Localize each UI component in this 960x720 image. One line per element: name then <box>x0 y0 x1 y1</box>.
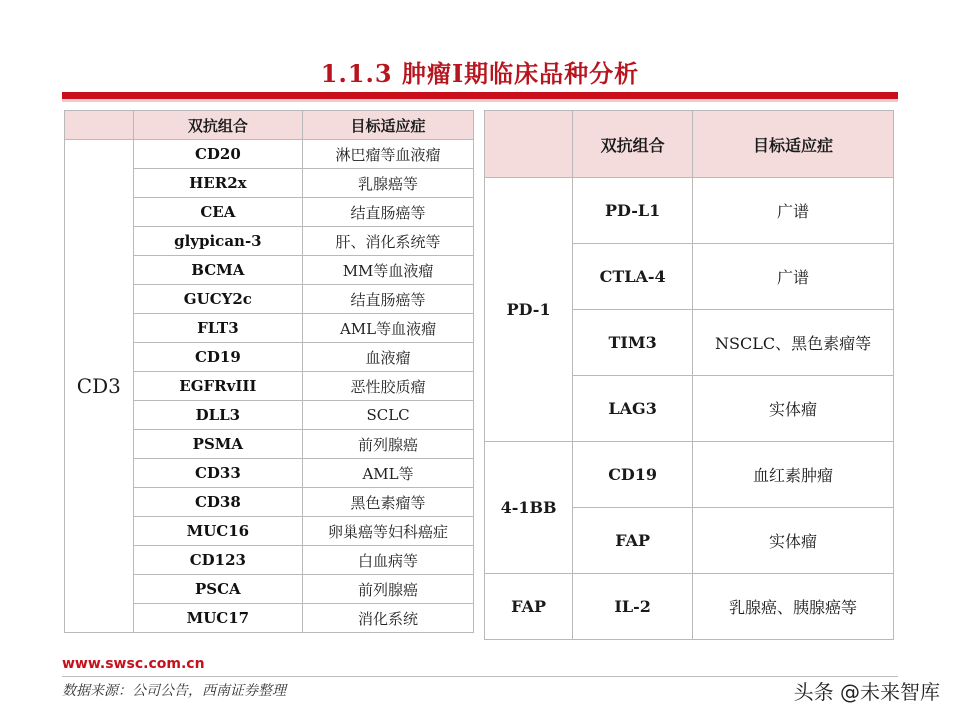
indication-cell: 淋巴瘤等血液瘤 <box>303 140 474 169</box>
table-header-row <box>485 111 894 178</box>
indication-cell: MM等血液瘤 <box>303 256 474 285</box>
target-cell: CD19 <box>133 343 302 372</box>
indication-cell: 结直肠癌等 <box>303 285 474 314</box>
header-cell-empty <box>485 111 573 178</box>
data-source-note: 数据来源：公司公告，西南证券整理 <box>62 683 286 699</box>
target-cell: DLL3 <box>133 401 302 430</box>
indication-cell: 广谱 <box>693 244 894 310</box>
cd3-bispecific-table <box>64 110 474 633</box>
target-cell: PD-L1 <box>573 178 693 244</box>
page-title: 1.1.3 肿瘤I期临床品种分析 <box>320 59 640 88</box>
group-cell: FAP <box>485 574 573 640</box>
indication-cell: 广谱 <box>693 178 894 244</box>
indication-cell: AML等 <box>303 459 474 488</box>
indication-cell: 实体瘤 <box>693 376 894 442</box>
table-row <box>485 178 894 244</box>
target-cell: CEA <box>133 198 302 227</box>
target-cell: IL-2 <box>573 574 693 640</box>
target-cell: FAP <box>573 508 693 574</box>
indication-cell: 恶性胶质瘤 <box>303 372 474 401</box>
indication-cell: 实体瘤 <box>693 508 894 574</box>
indication-cell: 乳腺癌等 <box>303 169 474 198</box>
indication-cell: 结直肠癌等 <box>303 198 474 227</box>
table-row <box>485 574 894 640</box>
indication-cell: AML等血液瘤 <box>303 314 474 343</box>
target-cell: CD123 <box>133 546 302 575</box>
other-bispecific-table <box>484 110 894 640</box>
target-cell: CD20 <box>133 140 302 169</box>
indication-cell: 血液瘤 <box>303 343 474 372</box>
indication-cell: NSCLC、黑色素瘤等 <box>693 310 894 376</box>
target-cell: HER2x <box>133 169 302 198</box>
indication-cell: 肝、消化系统等 <box>303 227 474 256</box>
indication-cell: 卵巢癌等妇科癌症 <box>303 517 474 546</box>
indication-cell: 白血病等 <box>303 546 474 575</box>
header-cell-combination: 双抗组合 <box>573 111 693 178</box>
group-cell: 4-1BB <box>485 442 573 574</box>
header-cell-indication: 目标适应症 <box>693 111 894 178</box>
target-cell: CD33 <box>133 459 302 488</box>
target-cell: CD19 <box>573 442 693 508</box>
group-cell: PD-1 <box>485 178 573 442</box>
target-cell: BCMA <box>133 256 302 285</box>
group-cell: CD3 <box>65 140 134 633</box>
table-row <box>485 442 894 508</box>
website-url: www.swsc.com.cn <box>62 656 205 672</box>
indication-cell: 消化系统 <box>303 604 474 633</box>
table-row <box>65 140 474 169</box>
target-cell: EGFRvIII <box>133 372 302 401</box>
indication-cell: 黑色素瘤等 <box>303 488 474 517</box>
target-cell: FLT3 <box>133 314 302 343</box>
target-cell: LAG3 <box>573 376 693 442</box>
title-divider <box>62 92 898 99</box>
target-cell: CD38 <box>133 488 302 517</box>
header-cell-empty <box>65 111 134 140</box>
target-cell: CTLA-4 <box>573 244 693 310</box>
target-cell: GUCY2c <box>133 285 302 314</box>
header-cell-indication: 目标适应症 <box>303 111 474 140</box>
indication-cell: 前列腺癌 <box>303 430 474 459</box>
indication-cell: 前列腺癌 <box>303 575 474 604</box>
target-cell: PSCA <box>133 575 302 604</box>
target-cell: glypican-3 <box>133 227 302 256</box>
target-cell: TIM3 <box>573 310 693 376</box>
target-cell: PSMA <box>133 430 302 459</box>
header-cell-combination: 双抗组合 <box>133 111 302 140</box>
indication-cell: SCLC <box>303 401 474 430</box>
table-header-row <box>65 111 474 140</box>
title-divider-shadow <box>62 99 898 102</box>
target-cell: MUC17 <box>133 604 302 633</box>
indication-cell: 血红素肿瘤 <box>693 442 894 508</box>
watermark: 头条 @未来智库 <box>793 680 940 704</box>
indication-cell: 乳腺癌、胰腺癌等 <box>693 574 894 640</box>
footer-divider <box>62 676 898 677</box>
target-cell: MUC16 <box>133 517 302 546</box>
